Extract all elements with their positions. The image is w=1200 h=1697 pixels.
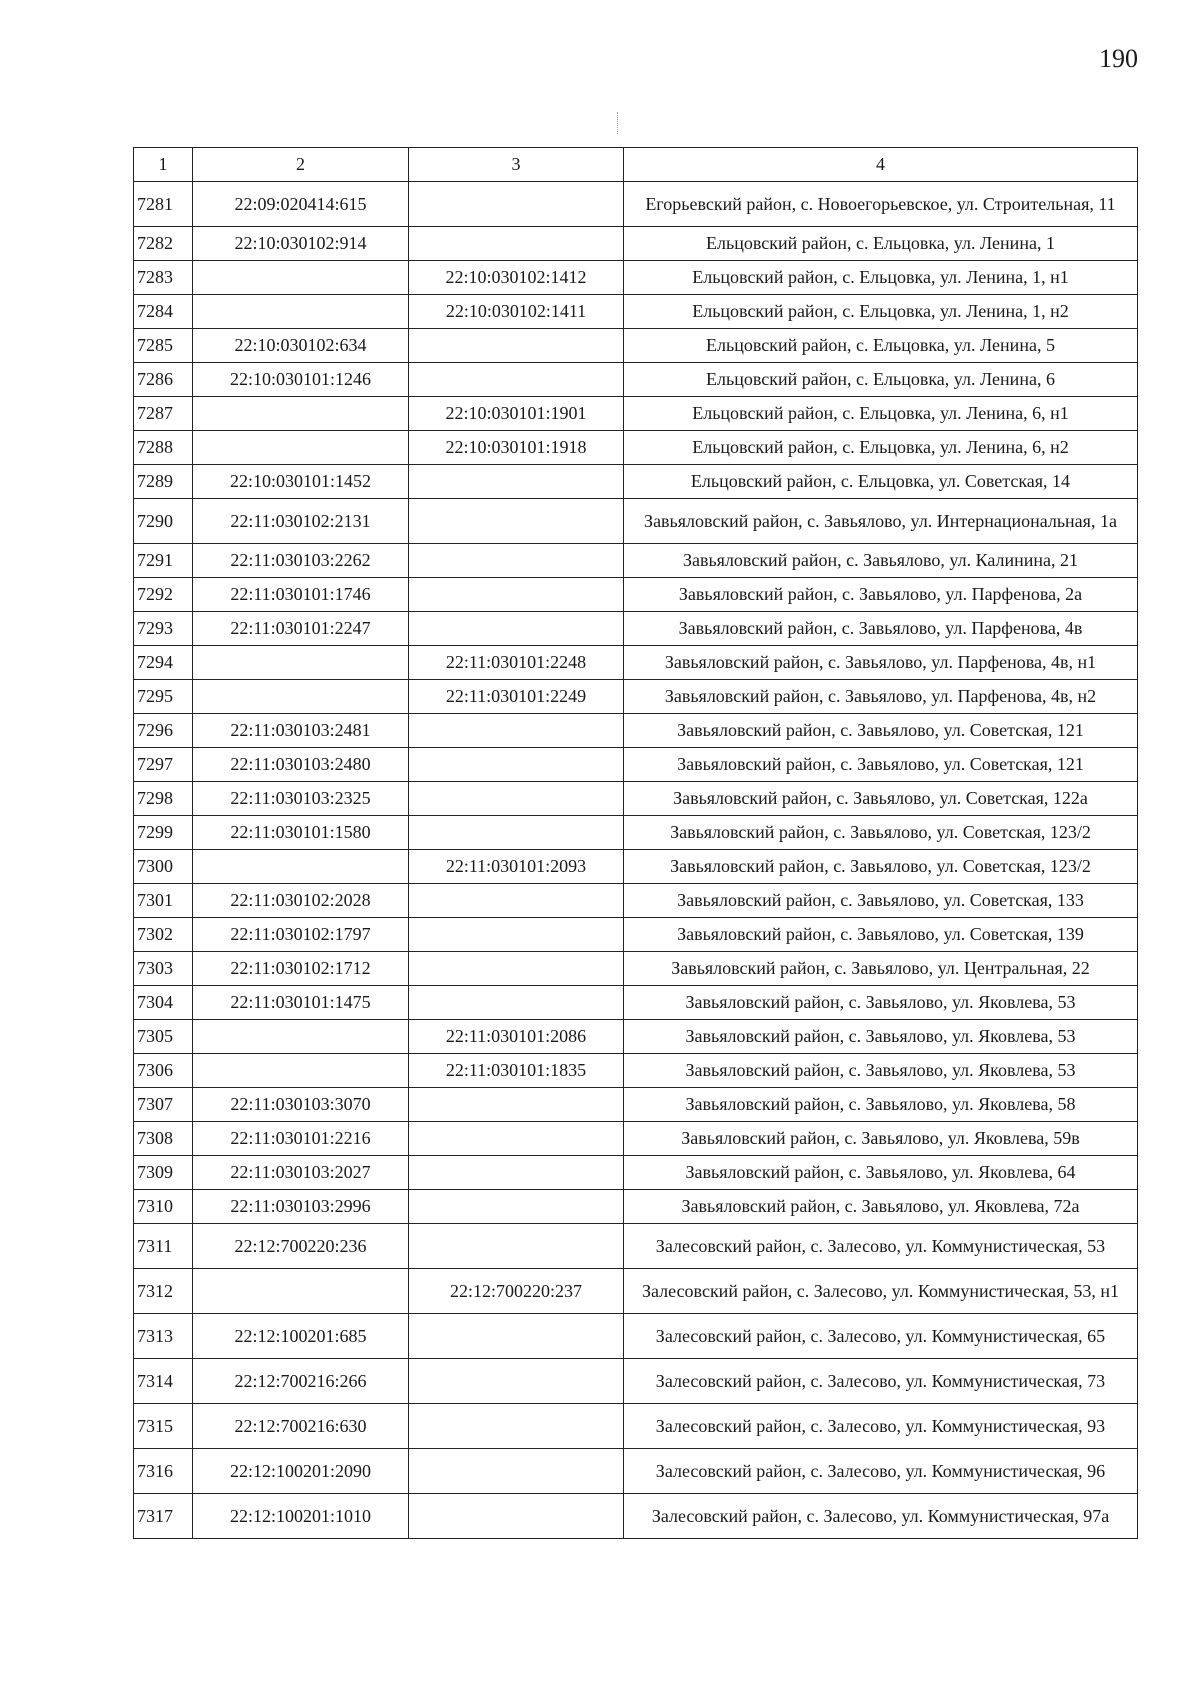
cadastral-number-cell [193, 397, 409, 431]
address-cell: Завьяловский район, с. Завьялово, ул. Яковлева, 53 [624, 1020, 1138, 1054]
address-cell: Завьяловский район, с. Завьялово, ул. Советская, 139 [624, 918, 1138, 952]
address-cell: Завьяловский район, с. Завьялово, ул. Советская, 121 [624, 748, 1138, 782]
premises-cadastral-number-cell: 22:12:700220:237 [409, 1269, 624, 1314]
premises-cadastral-number-cell [409, 1122, 624, 1156]
row-number-cell: 7314 [134, 1359, 193, 1404]
address-cell: Завьяловский район, с. Завьялово, ул. Советская, 133 [624, 884, 1138, 918]
address-cell: Завьяловский район, с. Завьялово, ул. Калинина, 21 [624, 544, 1138, 578]
cadastral-number-cell: 22:12:700216:266 [193, 1359, 409, 1404]
address-cell: Завьяловский район, с. Завьялово, ул. Парфенова, 4в [624, 612, 1138, 646]
premises-cadastral-number-cell [409, 782, 624, 816]
table-row [134, 1054, 1138, 1088]
address-cell: Завьяловский район, с. Завьялово, ул. Яковлева, 53 [624, 986, 1138, 1020]
cadastral-number-cell: 22:11:030103:2480 [193, 748, 409, 782]
cadastral-number-cell: 22:11:030101:1580 [193, 816, 409, 850]
premises-cadastral-number-cell: 22:11:030101:2249 [409, 680, 624, 714]
address-cell: Завьяловский район, с. Завьялово, ул. Советская, 122а [624, 782, 1138, 816]
table-row [134, 918, 1138, 952]
premises-cadastral-number-cell [409, 1224, 624, 1269]
cadastral-number-cell: 22:11:030103:2262 [193, 544, 409, 578]
row-number-cell: 7301 [134, 884, 193, 918]
header-row [134, 148, 1138, 182]
table-row [134, 612, 1138, 646]
row-number-cell: 7294 [134, 646, 193, 680]
cadastral-number-cell: 22:11:030102:2028 [193, 884, 409, 918]
table-row [134, 182, 1138, 227]
scan-mark [617, 112, 619, 134]
address-cell: Ельцовский район, с. Ельцовка, ул. Ленина, 1, н1 [624, 261, 1138, 295]
row-number-cell: 7291 [134, 544, 193, 578]
address-cell: Залесовский район, с. Залесово, ул. Коммунистическая, 93 [624, 1404, 1138, 1449]
row-number-cell: 7310 [134, 1190, 193, 1224]
column-header: 4 [624, 148, 1138, 182]
table-row [134, 544, 1138, 578]
cadastral-number-cell: 22:11:030103:2325 [193, 782, 409, 816]
table-row [134, 1224, 1138, 1269]
premises-cadastral-number-cell: 22:10:030101:1918 [409, 431, 624, 465]
row-number-cell: 7302 [134, 918, 193, 952]
cadastral-number-cell: 22:10:030101:1452 [193, 465, 409, 499]
cadastral-number-cell: 22:11:030102:2131 [193, 499, 409, 544]
table-row [134, 1020, 1138, 1054]
premises-cadastral-number-cell [409, 1156, 624, 1190]
premises-cadastral-number-cell: 22:11:030101:2248 [409, 646, 624, 680]
column-header: 1 [134, 148, 193, 182]
cadastral-number-cell: 22:12:700220:236 [193, 1224, 409, 1269]
cadastral-number-cell: 22:11:030101:2247 [193, 612, 409, 646]
premises-cadastral-number-cell [409, 227, 624, 261]
cadastral-number-cell [193, 1054, 409, 1088]
premises-cadastral-number-cell: 22:11:030101:1835 [409, 1054, 624, 1088]
address-cell: Егорьевский район, с. Новоегорьевское, ул. Строительная, 11 [624, 182, 1138, 227]
premises-cadastral-number-cell [409, 499, 624, 544]
cadastral-number-cell: 22:12:700216:630 [193, 1404, 409, 1449]
cadastral-number-cell [193, 295, 409, 329]
premises-cadastral-number-cell [409, 465, 624, 499]
address-cell: Завьяловский район, с. Завьялово, ул. Советская, 123/2 [624, 850, 1138, 884]
cadastral-number-cell: 22:11:030103:3070 [193, 1088, 409, 1122]
address-cell: Ельцовский район, с. Ельцовка, ул. Ленина, 6, н2 [624, 431, 1138, 465]
row-number-cell: 7312 [134, 1269, 193, 1314]
premises-cadastral-number-cell: 22:10:030102:1412 [409, 261, 624, 295]
row-number-cell: 7299 [134, 816, 193, 850]
premises-cadastral-number-cell [409, 1088, 624, 1122]
table-row [134, 1156, 1138, 1190]
address-cell: Завьяловский район, с. Завьялово, ул. Яковлева, 64 [624, 1156, 1138, 1190]
premises-cadastral-number-cell [409, 182, 624, 227]
table-row [134, 363, 1138, 397]
cadastral-number-cell: 22:11:030101:2216 [193, 1122, 409, 1156]
table-row [134, 1494, 1138, 1539]
table-row [134, 465, 1138, 499]
table-row [134, 1404, 1138, 1449]
cadastral-number-cell [193, 261, 409, 295]
row-number-cell: 7285 [134, 329, 193, 363]
table-row [134, 329, 1138, 363]
address-cell: Завьяловский район, с. Завьялово, ул. Парфенова, 2а [624, 578, 1138, 612]
premises-cadastral-number-cell [409, 578, 624, 612]
table-row [134, 714, 1138, 748]
row-number-cell: 7292 [134, 578, 193, 612]
address-cell: Завьяловский район, с. Завьялово, ул. Яковлева, 59в [624, 1122, 1138, 1156]
address-cell: Завьяловский район, с. Завьялово, ул. Парфенова, 4в, н2 [624, 680, 1138, 714]
row-number-cell: 7287 [134, 397, 193, 431]
row-number-cell: 7306 [134, 1054, 193, 1088]
address-cell: Завьяловский район, с. Завьялово, ул. Советская, 123/2 [624, 816, 1138, 850]
cadastral-number-cell: 22:11:030103:2027 [193, 1156, 409, 1190]
table-row [134, 431, 1138, 465]
premises-cadastral-number-cell [409, 1449, 624, 1494]
premises-cadastral-number-cell [409, 816, 624, 850]
premises-cadastral-number-cell [409, 544, 624, 578]
address-cell: Завьяловский район, с. Завьялово, ул. Советская, 121 [624, 714, 1138, 748]
cadastral-number-cell: 22:10:030102:634 [193, 329, 409, 363]
table-row [134, 1088, 1138, 1122]
cadastral-number-cell: 22:09:020414:615 [193, 182, 409, 227]
table-row [134, 227, 1138, 261]
premises-cadastral-number-cell [409, 986, 624, 1020]
cadastral-number-cell: 22:11:030101:1746 [193, 578, 409, 612]
table-row [134, 1190, 1138, 1224]
cadastral-number-cell [193, 850, 409, 884]
page-number: 190 [1099, 44, 1138, 73]
table-row [134, 1269, 1138, 1314]
premises-cadastral-number-cell [409, 1314, 624, 1359]
premises-cadastral-number-cell [409, 363, 624, 397]
cadastral-number-cell [193, 646, 409, 680]
row-number-cell: 7305 [134, 1020, 193, 1054]
premises-cadastral-number-cell [409, 329, 624, 363]
cadastral-number-cell: 22:11:030101:1475 [193, 986, 409, 1020]
table-row [134, 782, 1138, 816]
premises-cadastral-number-cell [409, 1494, 624, 1539]
table-row [134, 884, 1138, 918]
table-row [134, 578, 1138, 612]
table-row [134, 295, 1138, 329]
row-number-cell: 7295 [134, 680, 193, 714]
row-number-cell: 7303 [134, 952, 193, 986]
premises-cadastral-number-cell [409, 1404, 624, 1449]
row-number-cell: 7284 [134, 295, 193, 329]
row-number-cell: 7316 [134, 1449, 193, 1494]
table-row [134, 748, 1138, 782]
address-cell: Залесовский район, с. Залесово, ул. Коммунистическая, 96 [624, 1449, 1138, 1494]
table-row [134, 986, 1138, 1020]
cadastral-number-cell: 22:11:030102:1797 [193, 918, 409, 952]
row-number-cell: 7288 [134, 431, 193, 465]
table-row [134, 850, 1138, 884]
cadastral-number-cell [193, 1269, 409, 1314]
address-cell: Ельцовский район, с. Ельцовка, ул. Ленина, 5 [624, 329, 1138, 363]
table-row [134, 816, 1138, 850]
row-number-cell: 7308 [134, 1122, 193, 1156]
address-cell: Завьяловский район, с. Завьялово, ул. Интернациональная, 1а [624, 499, 1138, 544]
cadastral-number-cell: 22:10:030101:1246 [193, 363, 409, 397]
address-cell: Ельцовский район, с. Ельцовка, ул. Ленина, 1 [624, 227, 1138, 261]
table-row [134, 646, 1138, 680]
table-row [134, 397, 1138, 431]
premises-cadastral-number-cell [409, 714, 624, 748]
row-number-cell: 7309 [134, 1156, 193, 1190]
cadastral-number-cell: 22:11:030103:2996 [193, 1190, 409, 1224]
address-cell: Завьяловский район, с. Завьялово, ул. Центральная, 22 [624, 952, 1138, 986]
table-body [134, 182, 1138, 1539]
table-row [134, 499, 1138, 544]
cadastral-number-cell: 22:12:100201:685 [193, 1314, 409, 1359]
cadastral-number-cell [193, 1020, 409, 1054]
table-row [134, 1122, 1138, 1156]
registry-table [133, 147, 1138, 1539]
table-row [134, 1449, 1138, 1494]
table-row [134, 680, 1138, 714]
address-cell: Залесовский район, с. Залесово, ул. Коммунистическая, 73 [624, 1359, 1138, 1404]
cadastral-number-cell: 22:12:100201:1010 [193, 1494, 409, 1539]
address-cell: Ельцовский район, с. Ельцовка, ул. Ленина, 6, н1 [624, 397, 1138, 431]
address-cell: Завьяловский район, с. Завьялово, ул. Яковлева, 53 [624, 1054, 1138, 1088]
cadastral-number-cell [193, 431, 409, 465]
row-number-cell: 7286 [134, 363, 193, 397]
premises-cadastral-number-cell [409, 918, 624, 952]
row-number-cell: 7293 [134, 612, 193, 646]
cadastral-number-cell: 22:11:030103:2481 [193, 714, 409, 748]
row-number-cell: 7296 [134, 714, 193, 748]
address-cell: Завьяловский район, с. Завьялово, ул. Парфенова, 4в, н1 [624, 646, 1138, 680]
column-header: 3 [409, 148, 624, 182]
row-number-cell: 7317 [134, 1494, 193, 1539]
premises-cadastral-number-cell [409, 884, 624, 918]
row-number-cell: 7289 [134, 465, 193, 499]
row-number-cell: 7313 [134, 1314, 193, 1359]
table-row [134, 261, 1138, 295]
row-number-cell: 7315 [134, 1404, 193, 1449]
premises-cadastral-number-cell: 22:10:030101:1901 [409, 397, 624, 431]
cadastral-number-cell: 22:11:030102:1712 [193, 952, 409, 986]
premises-cadastral-number-cell: 22:11:030101:2086 [409, 1020, 624, 1054]
column-header: 2 [193, 148, 409, 182]
row-number-cell: 7311 [134, 1224, 193, 1269]
table-row [134, 1359, 1138, 1404]
address-cell: Залесовский район, с. Залесово, ул. Коммунистическая, 97а [624, 1494, 1138, 1539]
address-cell: Залесовский район, с. Залесово, ул. Коммунистическая, 65 [624, 1314, 1138, 1359]
row-number-cell: 7300 [134, 850, 193, 884]
row-number-cell: 7307 [134, 1088, 193, 1122]
address-cell: Завьяловский район, с. Завьялово, ул. Яковлева, 58 [624, 1088, 1138, 1122]
row-number-cell: 7282 [134, 227, 193, 261]
row-number-cell: 7283 [134, 261, 193, 295]
row-number-cell: 7298 [134, 782, 193, 816]
row-number-cell: 7304 [134, 986, 193, 1020]
row-number-cell: 7281 [134, 182, 193, 227]
cadastral-number-cell: 22:12:100201:2090 [193, 1449, 409, 1494]
premises-cadastral-number-cell: 22:11:030101:2093 [409, 850, 624, 884]
address-cell: Завьяловский район, с. Завьялово, ул. Яковлева, 72а [624, 1190, 1138, 1224]
address-cell: Ельцовский район, с. Ельцовка, ул. Ленина, 1, н2 [624, 295, 1138, 329]
table-row [134, 952, 1138, 986]
address-cell: Ельцовский район, с. Ельцовка, ул. Советская, 14 [624, 465, 1138, 499]
row-number-cell: 7297 [134, 748, 193, 782]
cadastral-number-cell: 22:10:030102:914 [193, 227, 409, 261]
row-number-cell: 7290 [134, 499, 193, 544]
premises-cadastral-number-cell: 22:10:030102:1411 [409, 295, 624, 329]
premises-cadastral-number-cell [409, 1359, 624, 1404]
premises-cadastral-number-cell [409, 1190, 624, 1224]
premises-cadastral-number-cell [409, 748, 624, 782]
address-cell: Залесовский район, с. Залесово, ул. Коммунистическая, 53, н1 [624, 1269, 1138, 1314]
premises-cadastral-number-cell [409, 952, 624, 986]
cadastral-number-cell [193, 680, 409, 714]
address-cell: Ельцовский район, с. Ельцовка, ул. Ленина, 6 [624, 363, 1138, 397]
address-cell: Залесовский район, с. Залесово, ул. Коммунистическая, 53 [624, 1224, 1138, 1269]
premises-cadastral-number-cell [409, 612, 624, 646]
table-row [134, 1314, 1138, 1359]
